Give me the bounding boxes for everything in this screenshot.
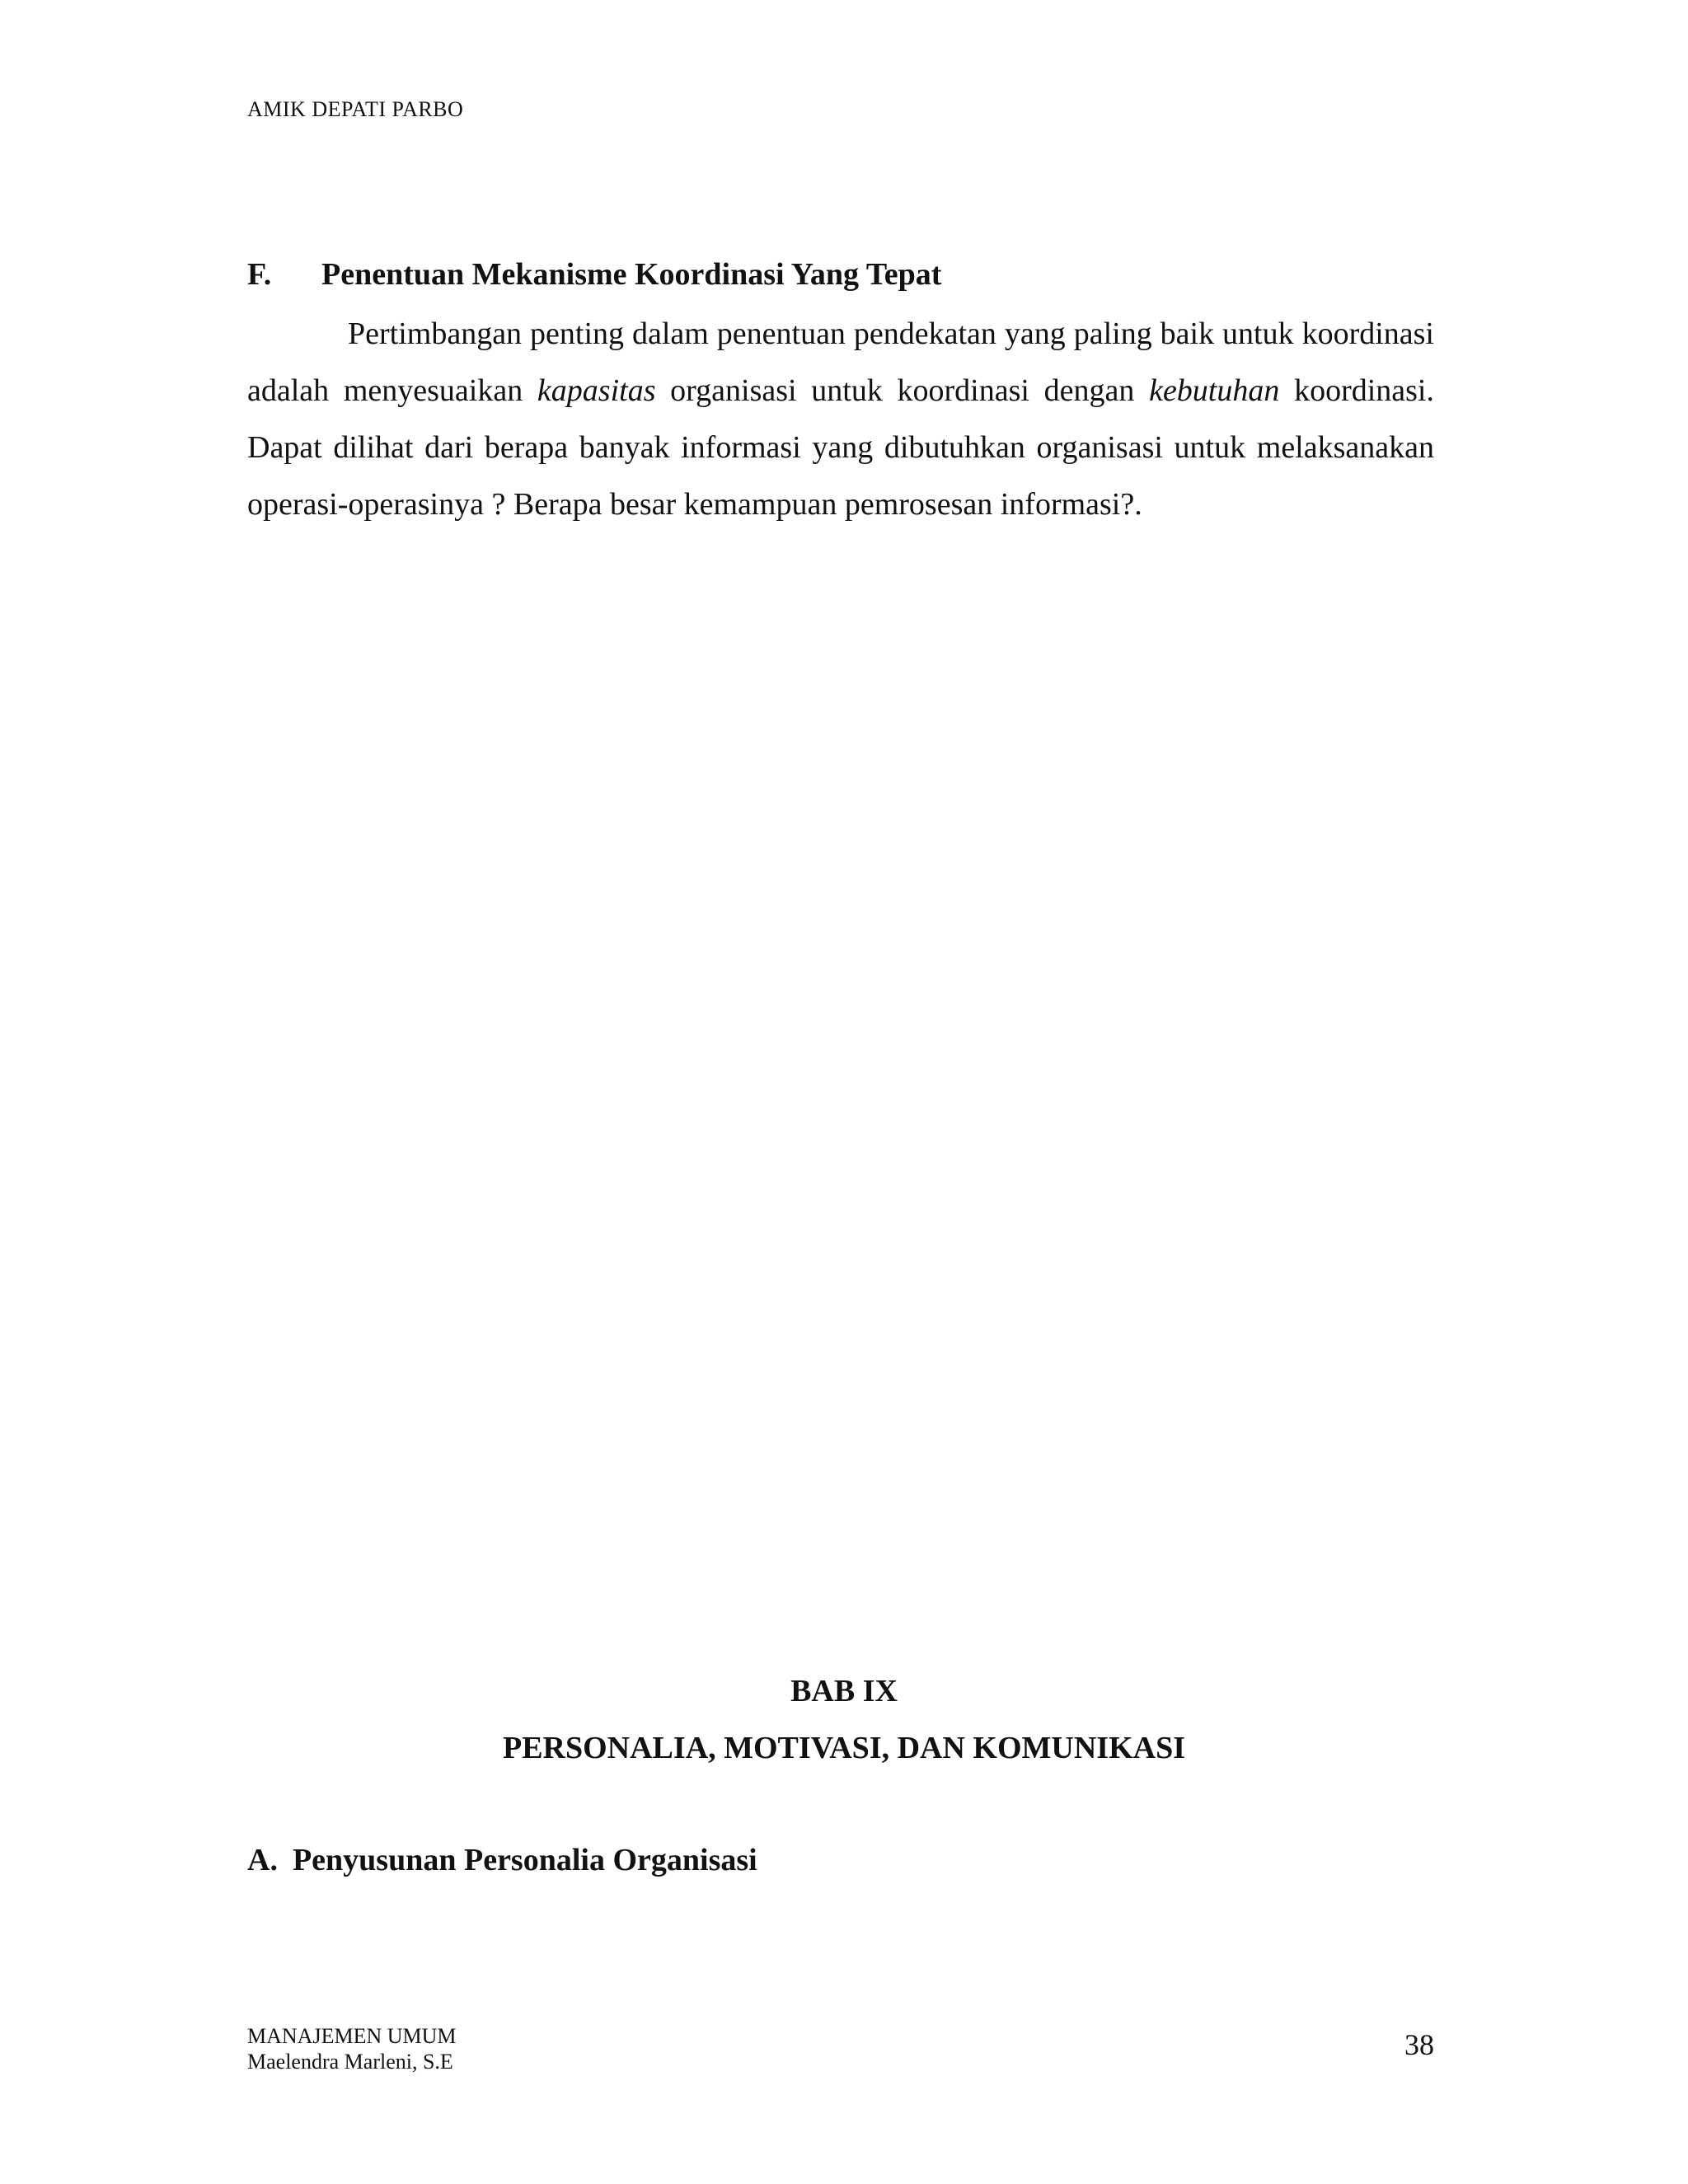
footer-course: MANAJEMEN UMUM (247, 2024, 457, 2048)
section-f (247, 251, 1434, 533)
section-f-title: Penentuan Mekanisme Koordinasi Yang Tepat (321, 257, 942, 292)
section-a-heading (247, 1842, 757, 1878)
page-number: 38 (1404, 2028, 1434, 2061)
paragraph-text-2: organisasi untuk koordinasi dengan (655, 373, 1150, 408)
section-a-title: Penyusunan Personalia Organisasi (292, 1843, 757, 1877)
paragraph-text-1: Pertimbangan penting dalam penentuan pendekatan yang paling baik untuk koordinasi adalah menyesuaikan (247, 316, 1434, 408)
chapter-title: PERSONALIA, MOTIVASI, DAN KOMUNIKASI (502, 1731, 1186, 1765)
section-a-letter: A. (247, 1843, 278, 1877)
section-f-letter: F. (247, 257, 272, 292)
section-f-paragraph (247, 306, 1434, 533)
running-header: AMIK DEPATI PARBO (247, 97, 464, 121)
paragraph-text-3: koordinasi. Dapat dilihat dari berapa banyak informasi yang dibutuhkan organisasi untuk melaksanakan operasi-operasinya ? Berapa besar kemampuan pemrosesan informasi?. (247, 373, 1434, 522)
paragraph-italic-kebutuhan: kebutuhan (1149, 373, 1280, 408)
chapter-number: BAB IX (790, 1674, 898, 1708)
footer-author: Maelendra Marleni, S.E (247, 2050, 453, 2074)
paragraph-italic-kapasitas: kapasitas (537, 373, 656, 408)
footer-info (247, 2023, 457, 2074)
section-f-heading (247, 251, 1434, 298)
